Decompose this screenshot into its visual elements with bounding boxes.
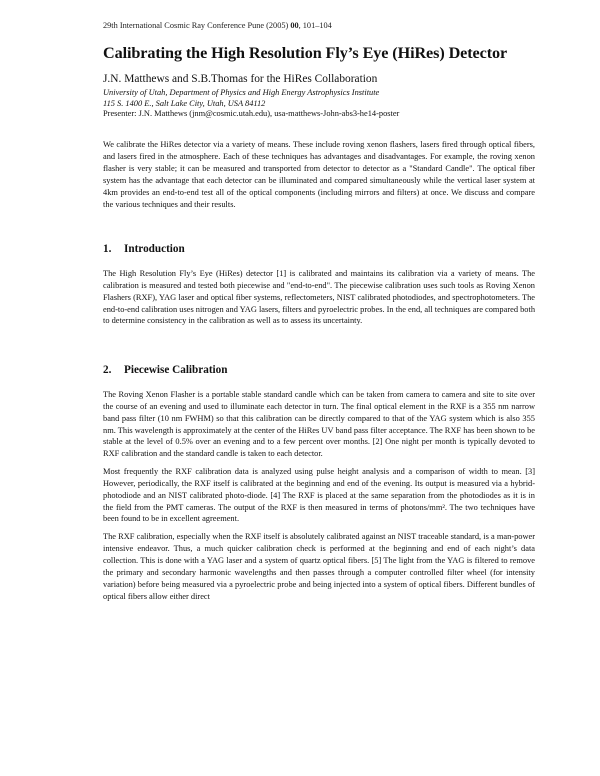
journal-pages: , 101–104	[298, 21, 332, 30]
presenter-line: Presenter: J.N. Matthews (jnm@cosmic.utah.edu), usa-matthews-John-abs3-he14-poster	[103, 109, 400, 118]
section-heading-introduction	[103, 243, 185, 255]
section-title: Introduction	[124, 243, 185, 255]
section-number: 1.	[103, 243, 112, 255]
paragraph: The Roving Xenon Flasher is a portable stable standard candle which can be taken from camera to camera and site to site over the course of an evening and used to illuminate each detector in turn. The final optical element in the RXF is a 355 nm narrow band pass filter (10 nm FWHM) so that this calibration can be directly compared to that of the YAG system which is also 355 nm. This wavelength is approximately at the center of the HiRes UV band pass filter acceptance. The RXF has been shown to be stable at the level of 0.5% over an evening and to a few percent over months. [2] One night per month is typically devoted to RXF calibration and the standard candle is taken to each detector.	[103, 390, 535, 459]
paragraph: The RXF calibration, especially when the RXF itself is absolutely calibrated against an NIST traceable standard, is a man-power intensive endeavor. Thus, a much quicker calibration check is performed at the beginning and end of each night’s data collection. This is done with a YAG laser and a system of quartz optical fibers. [5] The light from the YAG is filtered to remove the primary and secondary harmonic wavelengths and then passes through a computer controlled filter wheel (for intensity variation) before being measured via a pyroelectric probe and being injected into a system of optical fibers. Different bundles of optical fibers allow either direct	[103, 532, 535, 601]
journal-prefix: 29th International Cosmic Ray Conference Pune (2005)	[103, 21, 289, 30]
paragraph: The High Resolution Fly’s Eye (HiRes) detector [1] is calibrated and maintains its calibration via a variety of means. The calibration is measured and tested both piecewise and "end-to-end". The piecewise calibration uses such tools as Roving Xenon Flashers (RXF), YAG laser and optical fiber systems, reflectometers, NIST calibrated photodiodes, and spectrophotometers. The end-to-end calibration uses nitrogen and YAG lasers, filters and pyroelectric probes. In the end, all techniques are compared both to determine consistency in the calibration as well as to assess its uncertainty.	[103, 269, 536, 326]
authors: J.N. Matthews and S.B.Thomas for the HiRes Collaboration	[103, 73, 378, 85]
section-body-piecewise-calibration	[103, 389, 535, 602]
section-body-introduction	[103, 268, 535, 327]
paragraph: Most frequently the RXF calibration data is analyzed using pulse height analysis and a comparison of width to mean. [3] However, periodically, the RXF itself is calibrated at the beginning and end of the evening. Its output is measured via a hybrid-photodiode and an NIST calibrated photo-diode. [4] The RXF is placed at the same separation from the photodiodes as it is in the field from the PMT cameras. The output of the RXF is then measured in terms of photons/mm². The two techniques have been found to be in excellent agreement.	[103, 467, 535, 524]
abstract: We calibrate the HiRes detector via a variety of means. These include roving xenon flashers, lasers fired through optical fibers, and lasers fired in the atmosphere. Each of these techniques has advantages and disadvantages. For example, the roving xenon flasher is very stable; it can be measured and transported from detector to detector as a "Standard Candle". The optical fiber system has the advantage that each detector can be illuminated and compared simultaneously while the vertical laser system at 4km provides an end-to-end test all of the optical components (including mirrors and filters) at once. We discuss and compare the various techniques and their results.	[103, 140, 535, 209]
section-title: Piecewise Calibration	[124, 364, 228, 376]
section-number: 2.	[103, 364, 112, 376]
affiliation	[103, 87, 379, 109]
affiliation-line-1: University of Utah, Department of Physics and High Energy Astrophysics Institute	[103, 88, 380, 97]
running-header	[103, 21, 332, 30]
affiliation-line-2: 115 S. 1400 E., Salt Lake City, Utah, USA 84112	[103, 99, 266, 108]
paper-title: Calibrating the High Resolution Fly’s Eye (HiRes) Detector	[103, 44, 508, 62]
journal-volume: 00	[290, 21, 299, 30]
section-heading-piecewise-calibration	[103, 364, 227, 376]
